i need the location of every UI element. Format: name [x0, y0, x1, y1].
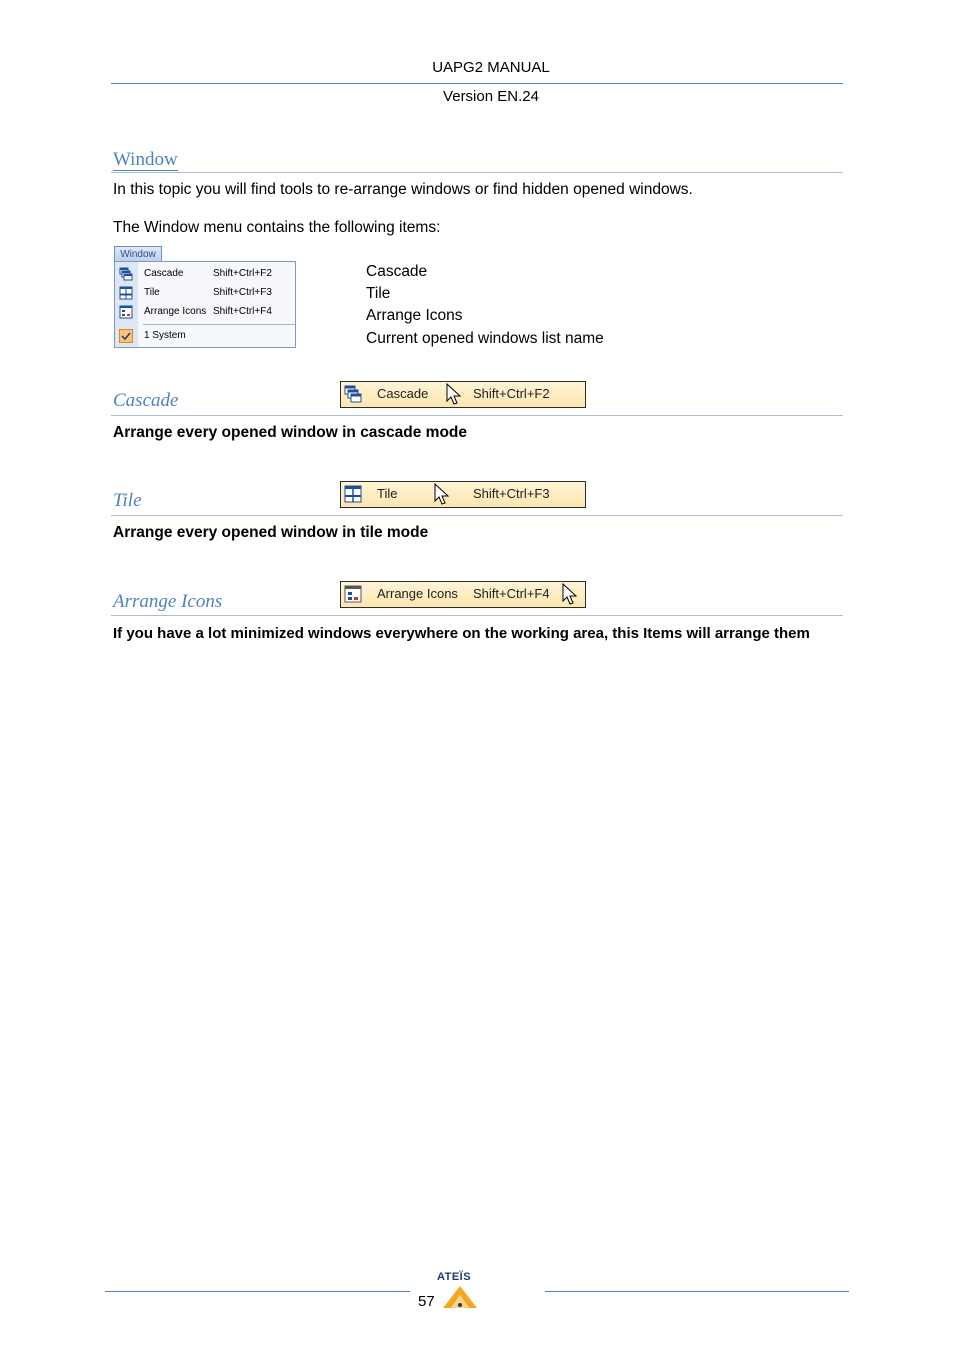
item-label: Cascade	[377, 386, 429, 401]
mouse-cursor-icon	[446, 383, 462, 407]
subsection-divider	[111, 615, 843, 616]
item-shortcut: Shift+Ctrl+F4	[473, 586, 550, 601]
arrange-icons-icon	[119, 305, 133, 319]
section-divider	[111, 172, 843, 173]
cascade-description: Arrange every opened window in cascade mode	[113, 424, 468, 441]
page-number: 57	[418, 1293, 435, 1310]
menu-item-label: Arrange Icons	[144, 306, 207, 317]
checkmark-icon	[119, 329, 133, 343]
footer-divider-left	[105, 1291, 410, 1292]
item-label: Tile	[377, 486, 398, 501]
brand-name: ATEÏS	[437, 1271, 472, 1283]
subsection-divider	[111, 415, 843, 416]
menu-item-label: 1 System	[144, 330, 186, 341]
menu-item-cascade[interactable]	[115, 265, 295, 284]
menu-item-shortcut: Shift+Ctrl+F2	[213, 268, 272, 279]
cascade-windows-icon	[344, 385, 362, 403]
menu-item-label: Cascade	[144, 268, 184, 279]
mouse-cursor-icon	[434, 483, 450, 507]
menu-item-tile[interactable]	[115, 284, 295, 303]
menu-item-shortcut: Shift+Ctrl+F3	[213, 287, 272, 298]
cascade-item-screenshot	[340, 381, 586, 408]
section-title-window: Window	[113, 149, 178, 170]
menu-list-item: Arrange Icons	[366, 307, 463, 324]
ateis-logo-icon	[442, 1285, 478, 1309]
version-label: Version EN.24	[443, 88, 539, 105]
menu-list-item: Current opened windows list name	[366, 330, 604, 347]
subsection-divider	[111, 515, 843, 516]
tile-item-screenshot	[340, 481, 586, 508]
item-shortcut: Shift+Ctrl+F3	[473, 486, 550, 501]
item-label: Arrange Icons	[377, 586, 458, 601]
menu-item-arrange-icons[interactable]	[115, 303, 295, 322]
tile-windows-icon	[344, 485, 362, 503]
manual-title: UAPG2 MANUAL	[432, 59, 550, 76]
header-divider	[111, 83, 843, 84]
arrange-icons-item-screenshot	[340, 581, 586, 608]
menu-item-shortcut: Shift+Ctrl+F4	[213, 306, 272, 317]
tile-description: Arrange every opened window in tile mode	[113, 524, 429, 541]
menu-intro: The Window menu contains the following items:	[113, 219, 441, 236]
footer-divider-right	[545, 1291, 849, 1292]
arrange-icons-icon	[344, 585, 362, 603]
menu-list-item: Cascade	[366, 263, 428, 280]
window-menu-screenshot	[114, 246, 295, 347]
subsection-title-arrange-icons: Arrange Icons	[113, 591, 223, 612]
item-shortcut: Shift+Ctrl+F2	[473, 386, 550, 401]
tile-windows-icon	[119, 286, 133, 300]
subsection-title-tile: Tile	[113, 490, 142, 511]
window-menu-panel	[114, 261, 296, 348]
arrange-icons-description: If you have a lot minimized windows everywhere on the working area, this Items will arrange them	[113, 625, 810, 642]
subsection-title-cascade: Cascade	[113, 390, 179, 411]
mouse-cursor-icon	[562, 583, 578, 607]
window-menu-title: Window	[114, 246, 162, 262]
cascade-windows-icon	[119, 267, 133, 281]
menu-list-item: Tile	[366, 285, 391, 302]
menu-item-window-system[interactable]	[115, 327, 295, 346]
menu-item-label: Tile	[144, 287, 160, 298]
menu-separator	[143, 324, 295, 325]
section-intro: In this topic you will find tools to re-arrange windows or find hidden opened windows.	[113, 181, 693, 198]
